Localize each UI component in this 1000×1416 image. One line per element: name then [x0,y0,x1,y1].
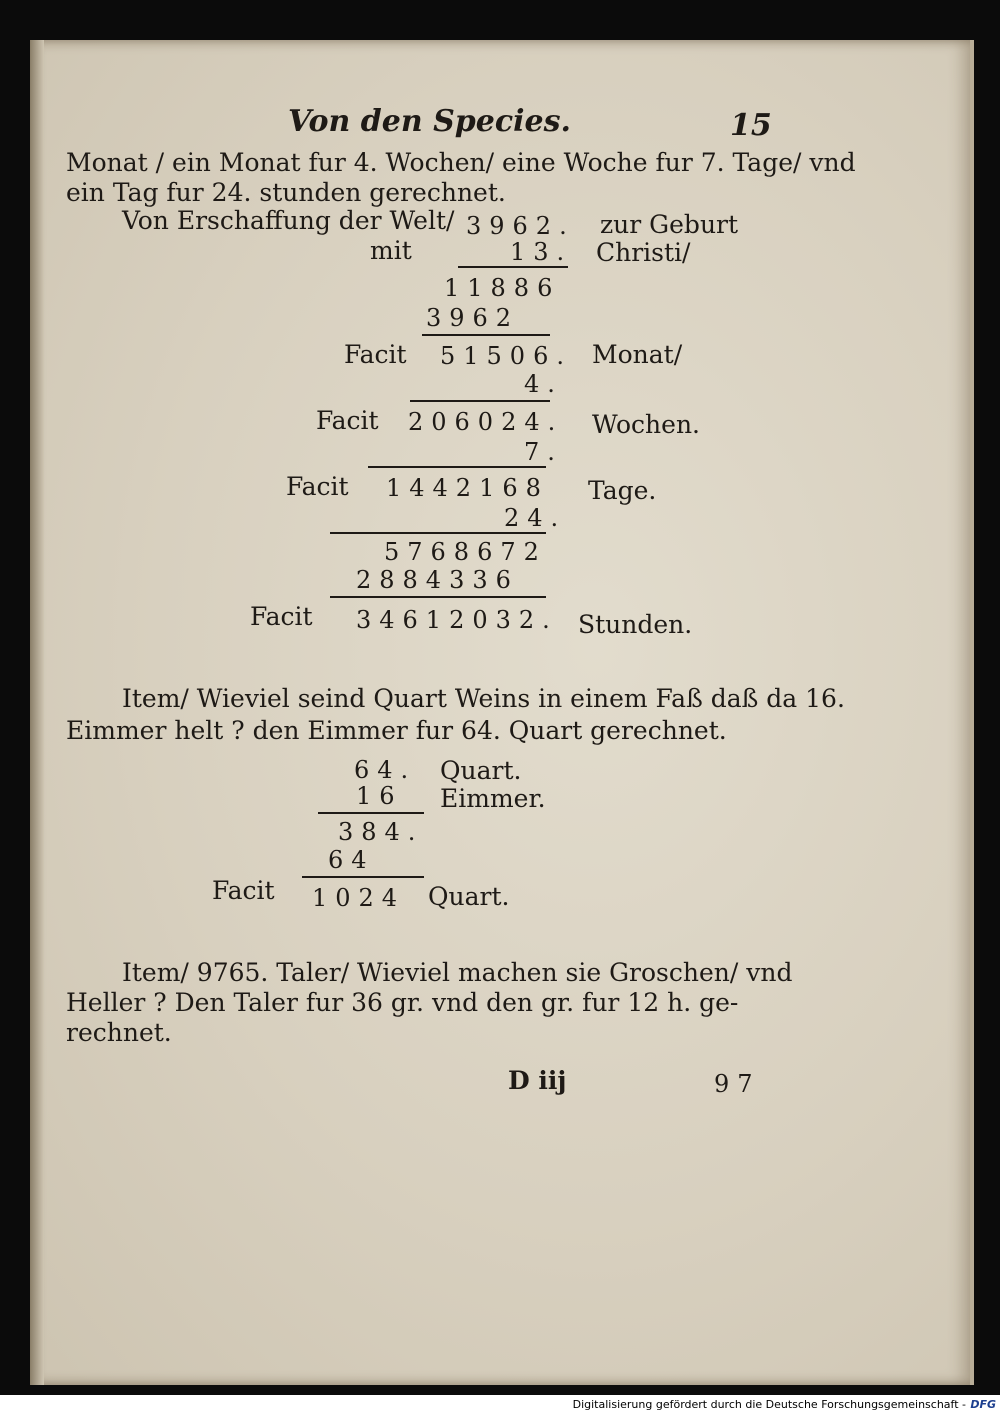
calc1-facit1-value: 51506. [440,342,572,370]
calc2-value-1: 64. [354,756,417,784]
calc2-unit-1: Quart. [440,756,522,785]
calc1-rule-3 [410,400,550,402]
calc1-partial-3: 5768672 [384,538,547,566]
calc2-facit-value: 1024 [312,884,406,912]
calc1-partial-4: 2884336 [356,566,519,594]
running-head-title: Von den Species. [288,104,571,139]
calc1-facit1-unit: Monat/ [592,340,683,369]
calc2-partial-2: 64 [328,846,375,874]
calc1-rule-1 [458,266,568,268]
calc1-value-start: 3962. [466,212,575,240]
calc2-rule-2 [302,876,424,878]
catchword: 97 [714,1070,761,1098]
calc1-partial-1: 11886 [444,274,561,302]
calc1-rule-4 [368,466,546,468]
calc1-label-start: Von Erschaffung der Welt/ [122,206,455,235]
calc2-value-2: 16 [356,782,403,810]
intro-line-1: Monat / ein Monat fur 4. Wochen/ eine Woche fur 7. Tage/ vnd [66,148,856,177]
calc1-facit3-label: Facit [286,472,349,501]
digitization-credit-text: Digitalisierung gefördert durch die Deutsche Forschungsgemeinschaft - [572,1398,966,1411]
question2-line-2: Eimmer helt ? den Eimmer fur 64. Quart gerechnet. [66,716,727,745]
calc1-label-mit: mit [370,236,412,265]
book-page [30,40,974,1385]
calc1-mult-2: 4. [524,370,563,398]
calc2-unit-2: Eimmer. [440,784,546,813]
calc2-facit-label: Facit [212,876,275,905]
question3-line-2: Heller ? Den Taler fur 36 gr. vnd den gr. fur 12 h. ge- [66,988,739,1017]
calc1-note-mit: Christi/ [596,238,691,267]
calc1-facit3-unit: Tage. [588,476,657,505]
calc1-facit2-unit: Wochen. [592,410,700,439]
calc1-value-mit: 13. [510,238,573,266]
calc1-facit2-value: 206024. [408,408,564,436]
calc1-rule-5 [330,532,546,534]
calc2-rule-1 [318,812,424,814]
question3-line-1: Item/ 9765. Taler/ Wieviel machen sie Groschen/ vnd [122,958,793,987]
signature-mark: D iij [508,1066,567,1095]
calc1-facit1-label: Facit [344,340,407,369]
page-gutter [30,40,44,1385]
calc1-rule-2 [422,334,550,336]
calc1-facit4-unit: Stunden. [578,610,693,639]
question3-line-3: rechnet. [66,1018,172,1047]
calc1-facit4-label: Facit [250,602,313,631]
calc2-facit-unit: Quart. [428,882,510,911]
calc1-facit4-value: 34612032. [356,606,558,634]
page-number: 15 [730,108,772,143]
calc1-note-start: zur Geburt [600,210,739,239]
calc1-mult-3: 7. [524,438,563,466]
calc1-rule-6 [330,596,546,598]
intro-line-2: ein Tag fur 24. stunden gerechnet. [66,178,506,207]
calc1-facit2-label: Facit [316,406,379,435]
calc1-facit3-value: 1442168 [386,474,549,502]
calc1-mult-4: 24. [504,504,567,532]
dfg-logo: DFG [970,1398,996,1411]
calc2-partial-1: 384. [338,818,424,846]
question2-line-1: Item/ Wieviel seind Quart Weins in einem Faß daß da 16. [122,684,845,713]
calc1-partial-2: 3962 [426,304,520,332]
